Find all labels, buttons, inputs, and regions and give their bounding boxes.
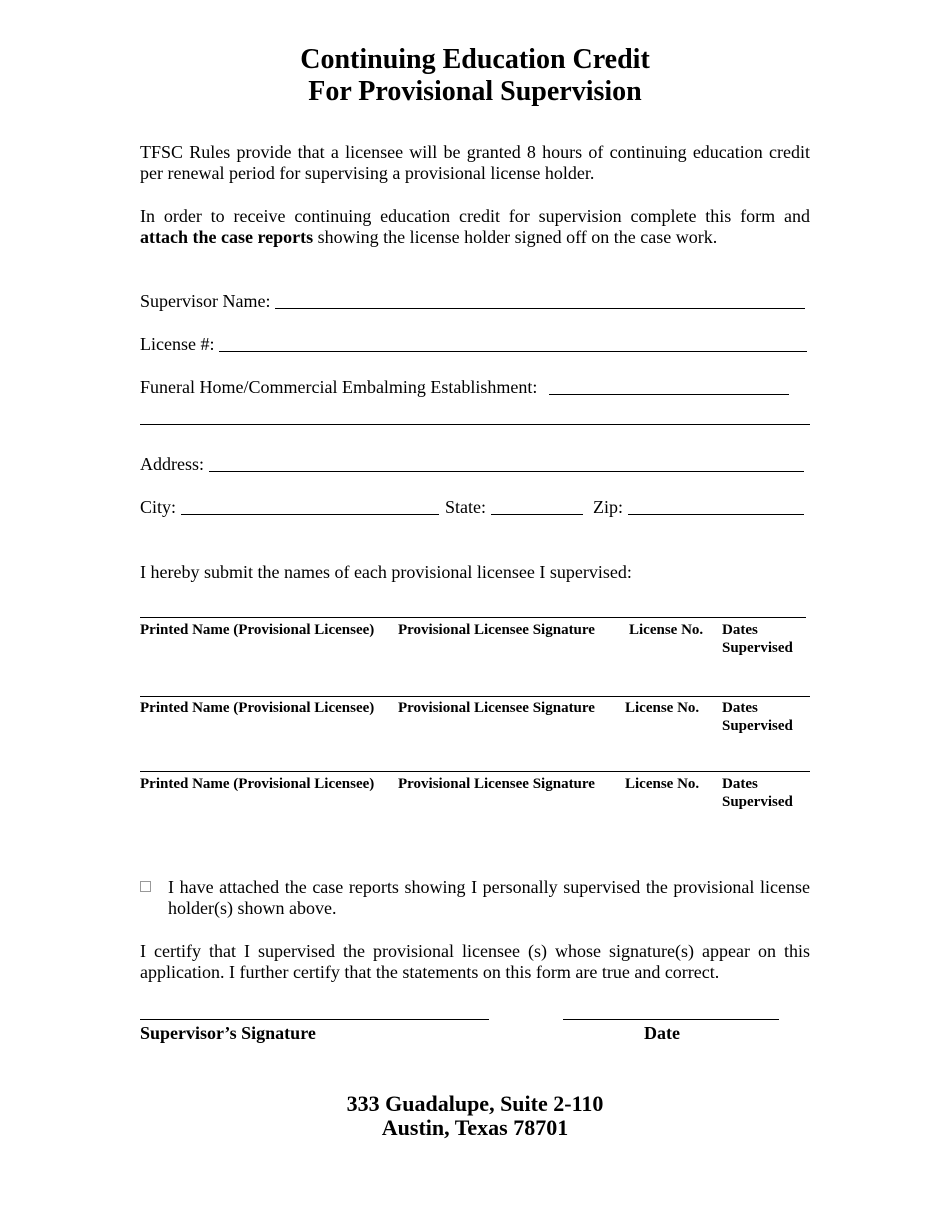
licensee-row-2-dates-line1: Dates: [722, 700, 758, 716]
supervisor-name-label: Supervisor Name:: [140, 291, 271, 311]
supervisor-name-field: [140, 291, 805, 312]
supervisor-signature-line[interactable]: [140, 1019, 489, 1020]
licensee-intro: I hereby submit the names of each provisional licensee I supervised:: [140, 562, 632, 582]
attached-reports-checkbox[interactable]: [140, 881, 151, 892]
licensee-row-1-line[interactable]: [140, 617, 806, 618]
date-label: Date: [644, 1023, 680, 1043]
footer-address-line1: 333 Guadalupe, Suite 2-110: [346, 1091, 604, 1116]
establishment-input-line[interactable]: [549, 394, 789, 395]
intro-paragraph-2-start: In order to receive continuing education credit for supervision complete this form and: [140, 206, 810, 226]
state-input-line[interactable]: [491, 514, 583, 515]
zip-input-line[interactable]: [628, 514, 804, 515]
licensee-row-2-license-no: License No.: [625, 700, 700, 716]
licensee-row-1-dates-line2: Supervised: [722, 640, 793, 656]
intro-paragraph-2-end: showing the license holder signed off on the case work.: [313, 227, 718, 247]
licensee-row-2-dates-line2: Supervised: [722, 718, 793, 734]
licensee-row-3-line[interactable]: [140, 771, 810, 772]
licensee-row-3-dates: [722, 775, 793, 811]
licensee-row-1-signature: Provisional Licensee Signature: [398, 622, 595, 638]
intro-paragraph-2-bold: attach the case reports: [140, 227, 314, 247]
page-title-line1: Continuing Education Credit: [300, 44, 650, 75]
licensee-row-1-printed-name: Printed Name (Provisional Licensee): [140, 622, 375, 638]
intro-paragraph-2: [140, 206, 810, 248]
license-number-label: License #:: [140, 334, 215, 354]
city-input-line[interactable]: [181, 514, 439, 515]
intro-paragraph-1: TFSC Rules provide that a licensee will be granted 8 hours of continuing education credit per renewal period for supervising a provisional license holder.: [140, 142, 810, 183]
footer-address-line2: Austin, Texas 78701: [381, 1115, 569, 1140]
licensee-row-3-signature: Provisional Licensee Signature: [398, 776, 595, 792]
attached-reports-text: I have attached the case reports showing I personally supervised the provisional license holder(s) shown above.: [168, 877, 810, 918]
license-number-field: [140, 334, 807, 355]
address-label: Address:: [140, 454, 204, 474]
licensee-row-1-license-no: License No.: [629, 622, 704, 638]
address-input-line[interactable]: [209, 471, 804, 472]
licensee-row-2-line[interactable]: [140, 696, 810, 697]
licensee-row-2-dates: [722, 699, 793, 735]
city-state-zip-field: [140, 497, 804, 518]
license-number-input-line[interactable]: [219, 351, 807, 352]
licensee-row-2-signature: Provisional Licensee Signature: [398, 700, 595, 716]
licensee-row-3-dates-line2: Supervised: [722, 794, 793, 810]
certification-text: I certify that I supervised the provisional licensee (s) whose signature(s) appear on this application. I further certify that the statements on this form are true and correct.: [140, 941, 810, 982]
supervisor-signature-label: Supervisor’s Signature: [140, 1023, 316, 1043]
establishment-input-line-2[interactable]: [140, 424, 810, 425]
licensee-row-1-dates-line1: Dates: [722, 622, 758, 638]
city-label: City:: [140, 497, 177, 517]
supervisor-name-input-line[interactable]: [275, 308, 805, 309]
licensee-row-1-dates: [722, 621, 793, 657]
licensee-row-3-printed-name: Printed Name (Provisional Licensee): [140, 776, 375, 792]
page-title-line2: For Provisional Supervision: [308, 76, 642, 107]
date-line[interactable]: [563, 1019, 779, 1020]
establishment-label: Funeral Home/Commercial Embalming Establishment:: [140, 377, 538, 397]
zip-label: Zip:: [593, 497, 624, 517]
address-field: [140, 454, 804, 475]
licensee-row-2-printed-name: Printed Name (Provisional Licensee): [140, 700, 375, 716]
state-label: State:: [445, 497, 487, 517]
licensee-row-3-dates-line1: Dates: [722, 776, 758, 792]
licensee-row-3-license-no: License No.: [625, 776, 700, 792]
establishment-field: [140, 377, 789, 398]
